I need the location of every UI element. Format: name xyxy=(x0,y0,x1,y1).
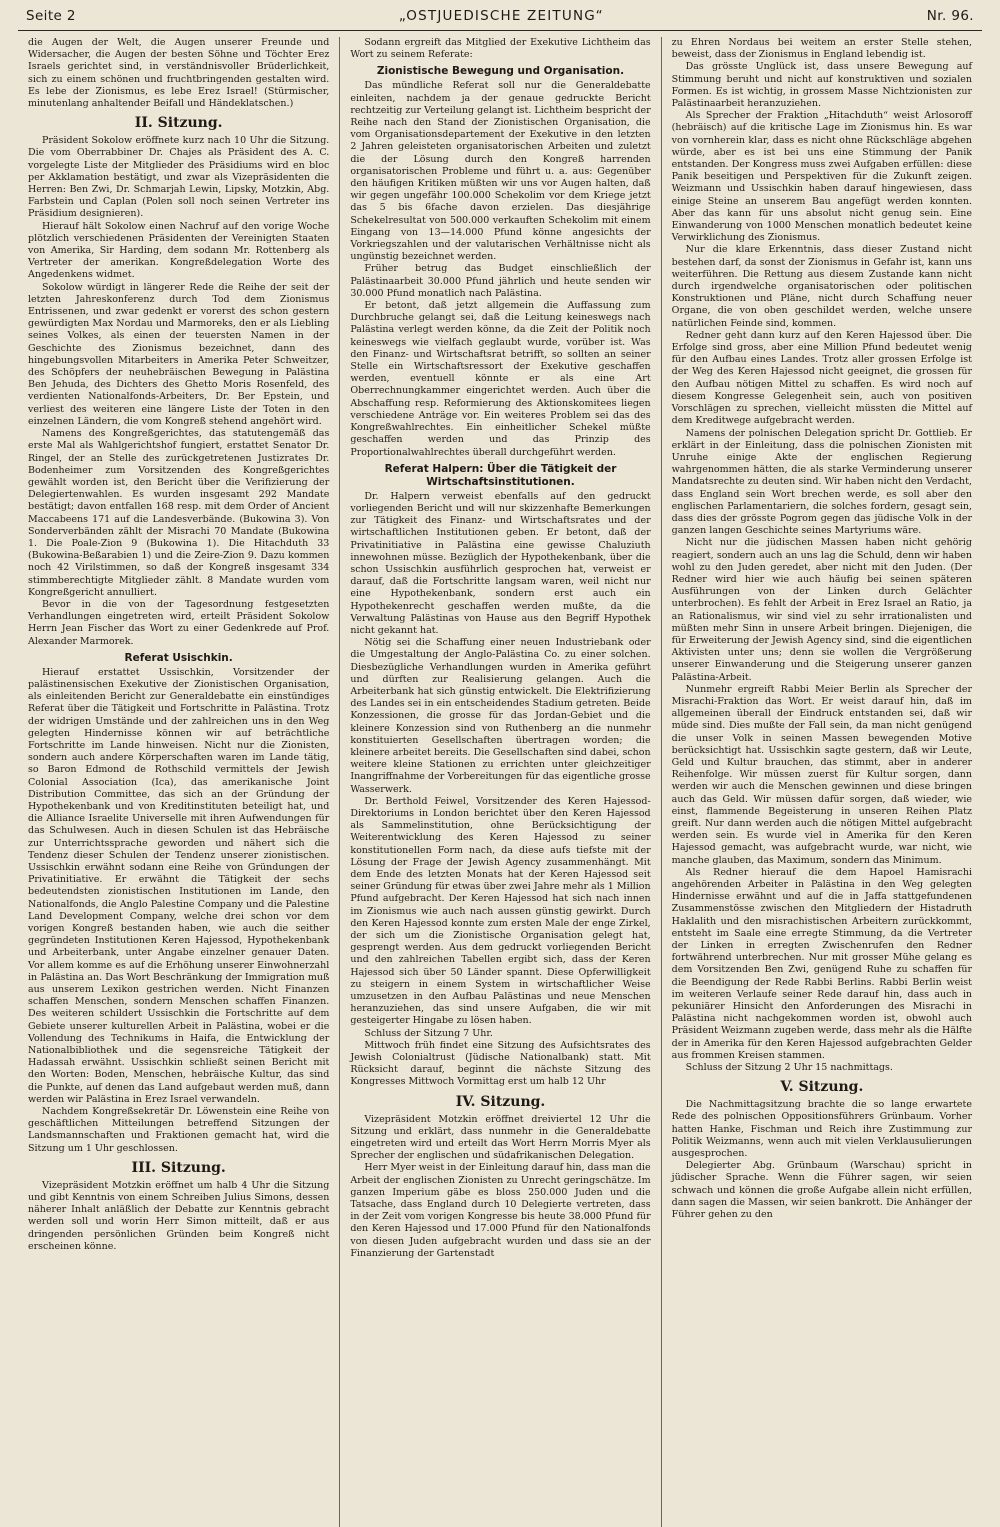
paragraph: Präsident Sokolow eröffnete kurz nach 10 Uhr die Sitzung. Die vom Oberrabbiner Dr. Chajes als Präsident des A. C. vorgelegte Liste der Mitglieder des Präsidiums wird en bloc per Akklamation bestätigt, und zwar als Vizepräsidenten die Herren: Ben Zwi, Dr. Schmarjah Lewin, Lipsky, Motzkin, Abg. Farbstein und Caplan (Polen soll noch seinen Vertreter ins Präsidium designieren). xyxy=(28,135,330,220)
paragraph: zu Ehren Nordaus bei weitem an erster Stelle stehen, beweist, dass der Zionismus in England lebendig ist. xyxy=(671,37,972,61)
section-heading-sitzung-5: V. Sitzung. xyxy=(780,1079,864,1096)
article-columns xyxy=(18,37,982,1527)
paragraph: Hierauf hält Sokolow einen Nachruf auf den vorige Woche plötzlich verschiedenen Präsidenten der Vereinigten Staaten von Amerika, Sir Harding, dem sodann Mr. Rottenberg als Vertreter der amerikan. Kongreßdelegation Worte des Angedenkens widmet. xyxy=(28,220,330,281)
paragraph: Mittwoch früh findet eine Sitzung des Aufsichtsrates des Jewish Colonialtrust (Jüdische Nationalbank) statt. Mit Rücksicht darauf, beginnt die nächste Sitzung des Kongresses Mittwoch Vormittag erst um halb 12 Uhr xyxy=(350,1039,651,1088)
section-heading-referat-halpern: Referat Halpern: Über die Tätigkeit der Wirtschaftsinstitutionen. xyxy=(384,462,617,488)
section-heading-sitzung-3: III. Sitzung. xyxy=(131,1159,226,1176)
section-heading-zionistische-bewegung: Zionistische Bewegung und Organisation. xyxy=(376,65,625,78)
paragraph: Namens der polnischen Delegation spricht Dr. Gottlieb. Er erklärt in der Einleitung, dass die polnischen Zionisten mit Unruhe einige Akte der englischen Regierung wahrgenommen hätten, die als starke Verminderung unserer Mandatsrechte zu deuten sind. Wir haben nicht den Verdacht, dass England sein Wort brechen werde, es soll aber den englischen Parlamentariern, die solches fordern, gesagt sein, dass dies der grösste Pogrom gegen das jüdische Volk in der ganzen langen Geschichte seines Martyriums wäre. xyxy=(671,427,972,537)
section-heading-sitzung-2: II. Sitzung. xyxy=(134,115,223,132)
paragraph: Sodann ergreift das Mitglied der Exekutive Lichtheim das Wort zu seinem Referate: xyxy=(350,37,651,61)
paragraph: Früher betrug das Budget einschließlich der Palästinaarbeit 30.000 Pfund jährlich und heute senden wir 30.000 Pfund monatlich nach Palästina. xyxy=(350,263,651,299)
issue-number: Nr. 96. xyxy=(926,8,974,24)
paragraph: Nicht nur die jüdischen Massen haben nicht gehörig reagiert, sondern auch an uns lag die Schuld, denn wir haben wohl zu den Juden geredet, aber nicht mit den Juden. (Der Redner wird hier wie auch häufig bei seinen späteren Ausführungen von der Linken durch Gelächter unterbrochen). Es fehlt der Arbeit in Erez Israel an Ratio, ja an Rationalismus, wir sind viel zu sehr irrationalisten und müßten mehr Sinn in unsere Arbeit bringen. Diejenigen, die für Erweiterung der Jewish Agency sind, sind die eigentlichen Aktivisten unter uns; denn sie wollen die Vergrößerung unserer Einwanderung und die Steigerung unserer ganzen Palästina-Arbeit. xyxy=(671,537,972,683)
paragraph: Namens des Kongreßgerichtes, das statutengemäß das erste Mal als Wahlgerichtshof fungiert, erstattet Senator Dr. Ringel, der an Stelle des zurückgetretenen Justizrates Dr. Bodenheimer zum Vorsitzenden des Kongreßgerichtes gewählt worden ist, den Bericht über die Verifizierung der Delegiertenwahlen. Es wurden insgesamt 292 Mandate bestätigt; davon entfallen 168 resp. mit dem Order of Ancient Maccabeens 171 auf die Landesverbände. (Bukowina 3). Von Sonderverbänden zählt der Misrachi 70 Mandate (Bukowina 1. Die Poale-Zion 9 (Bukowina 1). Die Hitachduth 33 (Bukowina-Beßarabien 1) und die Zeire-Zion 9. Dazu kommen noch 42 Virilstimmen, so daß der Kongreß insgesamt 334 stimmberechtigte Mitglieder zählt. 8 Mandate wurden vom Kongreßgericht annulliert. xyxy=(28,428,330,598)
newspaper-title: „OSTJUEDISCHE ZEITUNG“ xyxy=(398,8,604,24)
paragraph: Hierauf erstattet Ussischkin, Vorsitzender der palästinensischen Exekutive der Zionistischen Organisation, als einleitenden Bericht zur Generaldebatte ein einstündiges Referat über die Tätigkeit und Fortschritte in Palästina. Trotz der widrigen Umstände und der zahlreichen uns in den Weg gelegten Hindernisse können wir auf beträchtliche Fortschritte im Lande hinweisen. Nicht nur die Zionisten, sondern auch andere Körperschaften waren im Lande tätig, so Baron Edmond de Rothschild vermittels der Jewish Colonial Association (Ica), das amerikanische Joint Distribution Committee, das sich an der Gründung der Hypothekenbank und von Kreditinstituten beteiligt hat, und die Alliance Israelite Universelle mit ihren Aufwendungen für das Schulwesen. Auch in diesen Schulen ist das Hebräische zur Unterrichtssprache geworden und nähert sich die Tendenz dieser Schulen der Tendenz unserer zionistischen. Ussischkin erwähnt sodann eine Reihe von Gründungen der Privatinitiative. Er erwähnt die Tätigkeit der sechs bedeutendsten zionistischen Institutionen im Lande, den Nationalfonds, die Anglo Palestine Company und die Palestine Land Development Company, welche drei schon vor dem vorigen Kongreß bestanden haben, wie auch die seither gegründeten Institutionen Keren Hajessod, Hypothekenbank und Arbeiterbank, unter Angabe einzelner genauer Daten. Vor allem komme es auf die Erhöhung unserer Einwohnerzahl in Palästina an. Das Wort Beschränkung der Immigration muß aus unserem Lexikon gestrichen werden. Nicht Finanzen schaffen Menschen, sondern Menschen schaffen Finanzen. Des weiteren schildert Ussischkin die Fortschritte auf dem Gebiete unserer kulturellen Arbeit in Palästina, wobei er die Vollendung des Technikums in Haifa, die Entwicklung der Nationalbibliothek und die segensreiche Tätigkeit der Hadassah erwähnt. Ussischkin schließt seinen Bericht mit den Worten: Boden, Menschen, hebräische Kultur, das sind die Punkte, auf denen das Land aufgebaut werden muß, dann werden wir Palästina in Erez Israel verwandeln. xyxy=(28,666,330,1105)
paragraph: Als Redner hierauf die dem Hapoel Hamisrachi angehörenden Arbeiter in Palästina in den Weg gelegten Hindernisse erwähnt und auf die in Jaffa stattgefundenen Zusammenstösse zwischen den Mitgliedern der Histadruth Haklalith und den misrachistischen Arbeitern zurückkommt, entsteht im Saale eine erregte Stimmung, da die Vertreter der Linken in erregten Zwischenrufen den Redner fortwährend unterbrechen. Nur mit grosser Mühe gelang es dem Vorsitzenden Ben Zwi, genügend Ruhe zu schaffen für die Beendigung der Rede Rabbi Berlins. Rabbi Berlin weist im weiteren Verlaufe seiner Rede darauf hin, dass auch in pekuniärer Hinsicht den Anforderungen des Misrachi in Palästina nicht nachgekommen worden ist, obwohl auch Präsident Weizmann zugeben werde, dass mehr als die Hälfte der in Amerika für den Keren Hajessod aufgebrachten Gelder aus frommen Kreisen stammen. xyxy=(671,866,972,1061)
paragraph: Nunmehr ergreift Rabbi Meier Berlin als Sprecher der Misrachi-Fraktion das Wort. Er weist darauf hin, daß im allgemeinen überall der Eindruck entstanden sei, daß wir müde sind. Dies mußte der Fall sein, da man nicht genügend die unser Volk in seinen Massen bewegenden Motive berücksichtigt hat. Ussischkin sagte gestern, daß wir Leute, Geld und Kultur brauchen, das stimmt, aber in anderer Reihenfolge. Wir müssen zuerst für Kultur sorgen, dann werden wir auch die Menschen gewinnen und diese bringen auch das Geld. Wir müssen dafür sorgen, daß wieder, wie einst, flammende Begeisterung in unseren Reihen Platz greift. Nur dann werden auch die nötigen Mittel aufgebracht werden sein. Es wurde viel in Amerika für den Keren Hajessod gemacht, was aufgebracht wurde, war nicht, wie manche glauben, das Maximum, sondern das Minimum. xyxy=(671,683,972,866)
paragraph: Nur die klare Erkenntnis, dass dieser Zustand nicht bestehen darf, da sonst der Zionismus in Gefahr ist, kann uns weiterführen. Die Rettung aus diesem Zustande kann nicht durch irgendwelche organisatorischen oder politischen Konstruktionen und Pläne, nicht durch Schaffung neuer Organe, die von oben geschildet werden, welche unsere natürlichen Feinde sind, kommen. xyxy=(671,244,972,329)
paragraph: Redner geht dann kurz auf den Keren Hajessod über. Die Erfolge sind gross, aber eine Million Pfund bedeutet wenig für den Aufbau eines Landes. Trotz aller grossen Erfolge ist der Weg des Keren Hajessod nicht geeignet, die grossen für den Aufbau nötigen Mittel zu schaffen. Es wird noch auf diesem Kongresse Gelegenheit sein, auch von positiven Vorschlägen zu sprechen, vielleicht müssten die Mittel auf dem Kreditwege aufgebracht werden. xyxy=(671,329,972,427)
section-heading-referat-usischkin: Referat Usischkin. xyxy=(124,651,233,664)
paragraph: Schluss der Sitzung 2 Uhr 15 nachmittags. xyxy=(685,1062,893,1074)
paragraph: die Augen der Welt, die Augen unserer Freunde und Widersacher, die Augen der besten Söhne und Töchter Erez Israels gerichtet sind, in verständnisvoller Brüderlichkeit, sich zu einem schönen und fruchtbringenden gestalten wird. Es lebe der Zionismus, es lebe Erez Israel! (Stürmischer, minutenlang anhaltender Beifall und Händeklatschen.) xyxy=(28,37,330,110)
paragraph: Bevor in die von der Tagesordnung festgesetzten Verhandlungen eingetreten wird, erteilt Präsident Sokolow Herrn Jean Fischer das Wort zu einer Gedenkrede auf Prof. Alexander Marmorek. xyxy=(28,598,330,647)
paragraph: Die Nachmittagsitzung brachte die so lange erwartete Rede des polnischen Oppositionsführers Grünbaum. Vorher hatten Hanke, Fischman und Reich ihre Zustimmung zur Politik Weizmanns, wenn auch mit vielen Verklausulierungen ausgesprochen. xyxy=(671,1099,972,1160)
paragraph: Als Sprecher der Fraktion „Hitachduth“ weist Arlosoroff (hebräisch) auf die kritische Lage im Zionismus hin. Es war von vornherein klar, dass es nicht ohne Rückschläge abgehen würde, aber es ist bei uns eine Stimmung der Panik entstanden. Der Kongress muss zwei Aufgaben erfüllen: diese Panik beseitigen und Perspektiven für die Zukunft zeigen. Weizmann und Ussischkin haben darauf hingewiesen, dass einige Steine an unserem Bau angefügt werden konnten. Aber das kann für uns absolut nicht genug sein. Eine Einwanderung von 1000 Menschen monatlich bedeutet keine Verwirklichung des Zionismus. xyxy=(671,110,972,244)
paragraph: Nötig sei die Schaffung einer neuen Industriebank oder die Umgestaltung der Anglo-Palästina Co. zu einer solchen. Diesbezügliche Verhandlungen wurden in Amerika geführt und dürften zur Realisierung gelangen. Auch die Arbeiterbank hat sich günstig entwickelt. Die Elektrifizierung des Landes sei in ein entscheidendes Stadium getreten. Beide Konzessionen, die grosse für das Jordan-Gebiet und die kleinere Konzession sind von Ruthenberg an die nunmehr konstituierten Gesellschaften übertragen worden; die kleinere arbeitet bereits. Die Gesellschaften sind dabei, schon weitere kleine Stationen zu errichten unter gleichzeitiger Inangriffnahme der Vorbereitungen für das eigentliche grosse Wasserwerk. xyxy=(350,637,651,795)
paragraph: Nachdem Kongreßsekretär Dr. Löwenstein eine Reihe von geschäftlichen Mitteilungen betreffend Sitzungen der Landsmannschaften und Fraktionen gemacht hat, wird die Sitzung um 1 Uhr geschlossen. xyxy=(28,1106,330,1154)
paragraph: Herr Myer weist in der Einleitung darauf hin, dass man die Arbeit der englischen Zionisten zu Unrecht geringschätze. Im ganzen Imperium gäbe es bloss 250.000 Juden und die Tatsache, dass England durch 10 Delegierte vertreten, dass in der Zeit vom vorigen Kongresse bis heute 38.000 Pfund für den Keren Hajessod und 17.000 Pfund für den Nationalfonds von diesen Juden aufgebracht wurden und dass sie an der Finanzierung der Gartenstadt xyxy=(350,1162,651,1259)
paragraph: Vizepräsident Motzkin eröffnet dreiviertel 12 Uhr die Sitzung und erklärt, dass nunmehr in die Generaldebatte eingetreten wird und erteilt das Wort Herrn Morris Myer als Sprecher der englischen und südafrikanischen Delegation. xyxy=(350,1113,651,1162)
column-2 xyxy=(339,37,660,1527)
paragraph: Das mündliche Referat soll nur die Generaldebatte einleiten, nachdem ja der genaue gedruckte Bericht rechtzeitig zur Verteilung gelangt ist. Lichtheim bespricht der Reihe nach den Stand der Zionistischen Organisation, die vom Organisationsdepartement der Exekutive in den letzten 2 Jahren geleisteten organisatorischen Arbeiten und zuletzt die der Lösung durch den Kongreß harrenden organisatorischen Probleme und führt u. a. aus: Gegenüber den häufigen Kritiken müßten wir uns vor Augen halten, daß wir gegen ungefähr 100.000 Schekolim vor dem Kriege jetzt das 5 bis 6fache davon erzielen. Das diesjährige Schekelresultat von 500.000 verkauften Schekolim mit einem Eingang von 13—14.000 Pfund könne angesichts der Vorkriegszahlen und der valutarischen Verhältnisse nicht als ungünstig bezeichnet werden. xyxy=(350,80,651,263)
paragraph: Schluss der Sitzung 7 Uhr. xyxy=(364,1027,493,1039)
paragraph: Vizepräsident Motzkin eröffnet um halb 4 Uhr die Sitzung und gibt Kenntnis von einem Schreiben Julius Simons, dessen näherer Inhalt anläßlich der Debatte zur Kenntnis gebracht werden soll und worin Herr Simon mitteilt, daß er aus dringenden persönlichen Gründen beim Kongreß nicht erscheinen könne. xyxy=(28,1179,330,1252)
paragraph: Delegierter Abg. Grünbaum (Warschau) spricht in jüdischer Sprache. Wenn die Führer sagen, wir seien schwach und können die große Aufgabe allein nicht erfüllen, dann sagen die Massen, wir seien bankrott. Die Anhänger der Führer gehen zu den xyxy=(671,1160,972,1221)
column-1 xyxy=(18,37,339,1527)
paragraph: Dr. Berthold Feiwel, Vorsitzender des Keren Hajessod-Direktoriums in London berichtet über den Keren Hajessod als Sammelinstitution, ohne Berücksichtigung der Weiterentwicklung des Keren Hajessod zu seiner konstitutionellen Form nach, da diese aufs tiefste mit der Lösung der Frage der Jewish Agency zusammenhängt. Mit dem Ende des letzten Monats hat der Keren Hajessod seit seiner Gründung für etwas über zwei Jahre mehr als 1 Million Pfund aufgebracht. Der Keren Hajessod hat sich nach innen im Zionismus wie auch nach aussen günstig gewirkt. Durch den Keren Hajessod konnte zum ersten Male der enge Zirkel, der sich um die Zionistische Organisation gelegt hat, gesprengt werden. Aus dem gedruckt vorliegenden Bericht und den zahlreichen Tabellen ergibt sich, dass der Keren Hajessod sich über 50 Länder spannt. Diese Opferwilligkeit zu steigern in einem System in wirtschaftlicher Weise umzusetzen in den Aufbau Palästinas und neue Menschen heranzuziehen, das sind unsere Aufgaben, die wir mit gesteigerter Hingabe zu lösen haben. xyxy=(350,795,651,1027)
page-header xyxy=(18,8,982,31)
paragraph: Er betont, daß jetzt allgemein die Auffassung zum Durchbruche gelangt sei, daß die Leitung keineswegs nach Palästina verlegt werden könne, da die Zeit der Politik noch keineswegs wie vielfach geglaubt wurde, vorüber ist. Was den Finanz- und Wirtschaftsrat betrifft, so sollten an seiner Stelle ein Wirtschaftsressort der Exekutive geschaffen werden, eventuell könnte er als eine Art Oberrechnungkammer eingerichtet werden. Auch über die Abschaffung resp. Reformierung des Aktionskomitees liegen verschiedene Anträge vor. Ein weiteres Problem sei das des Kongreßwahlrechtes. Ein einheitlicher Schekel müßte geschaffen werden und das Prinzip des Proportionalwahlrechtes überall durchgeführt werden. xyxy=(350,300,651,458)
paragraph: Sokolow würdigt in längerer Rede die Reihe der seit der letzten Jahreskonferenz durch Tod dem Zionismus Entrissenen, und zwar gedenkt er vorerst des schon gestern gewürdigten Max Nordau und Marmoreks, den er als Liebling seines Volkes, als einen der teuersten Namen in der Geschichte des Zionismus bezeichnet, dann des hingebungsvollen Mitarbeiters in Amerika Peter Schweitzer, des Schöpfers der neuhebräischen Bewegung in Palästina Ben Jehuda, des Dichters des Ghetto Moris Rosenfeld, des verdienten Nationalfonds-Arbeiters, Dr. Ber Epstein, und verliest des weiteren eine längere Liste der Toten in den einzelnen Ländern, die vom Kongreß stehend angehört wird. xyxy=(28,281,330,427)
column-3 xyxy=(661,37,982,1527)
paragraph: Dr. Halpern verweist ebenfalls auf den gedruckt vorliegenden Bericht und will nur skizzenhafte Bemerkungen zur Tätigkeit des Finanz- und Wirtschaftsrates und der wirtschaftlichen Institutionen geben. Er betont, daß der Privatinitiative in Palästina eine gewisse Chaluziuth innewohnen müsse. Bezüglich der Hypothekenbank, über die schon Ussischkin ausführlich gesprochen hat, verweist er darauf, daß die Fortschritte langsam waren, weil nicht nur eine Hypothekenbank, sondern erst auch ein Hypothekenrecht geschaffen werden mußte, da die Verwaltung Palästinas von Hause aus den Begriff Hypothek nicht gekannt hat. xyxy=(350,490,651,636)
page-number: Seite 2 xyxy=(26,8,76,24)
section-heading-sitzung-4: IV. Sitzung. xyxy=(455,1093,546,1110)
paragraph: Das grösste Unglück ist, dass unsere Bewegung auf Stimmung beruht und nicht auf konstruktiven und sozialen Formen. Es ist wichtig, in grossem Masse Nichtzionisten zur Palästinaarbeit heranzuziehen. xyxy=(671,61,972,110)
